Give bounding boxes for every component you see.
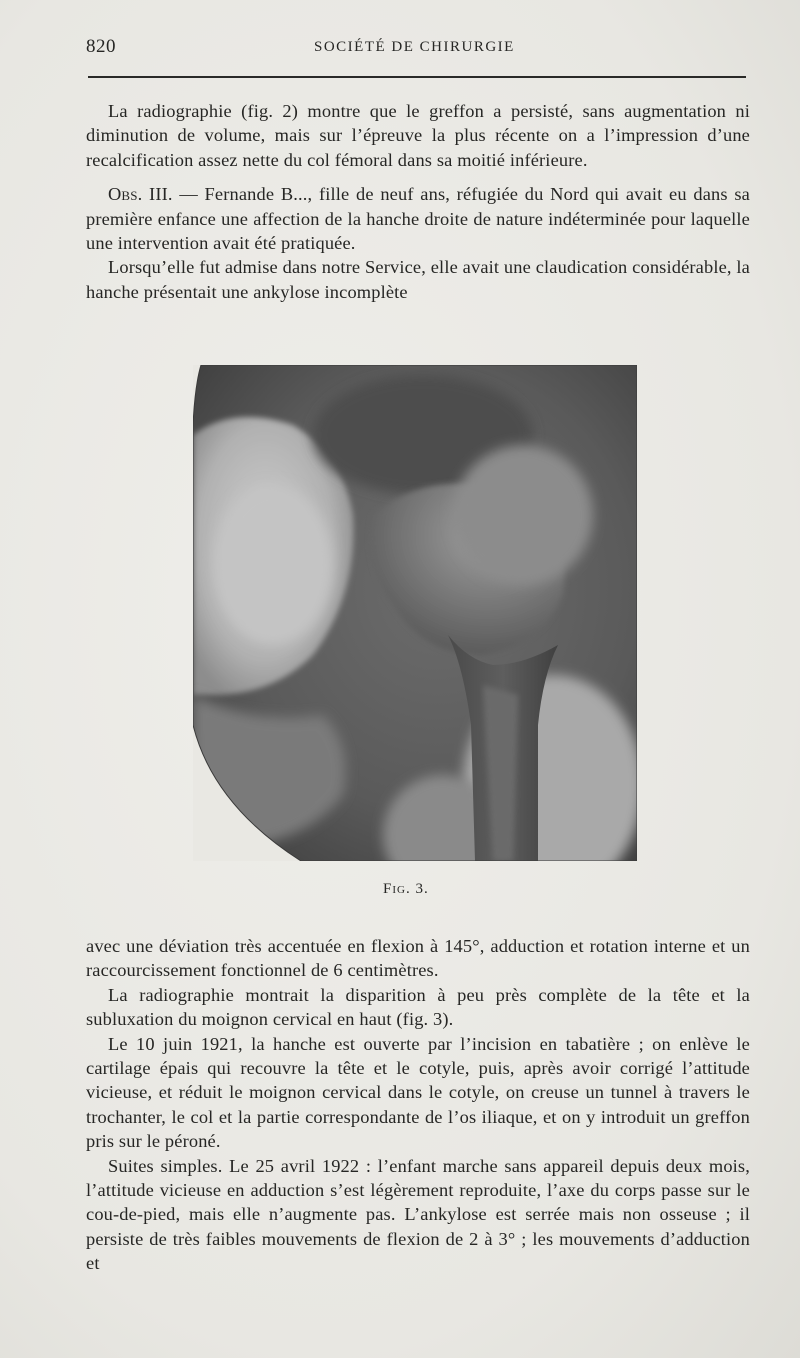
paragraph-obs-iii [86,182,750,255]
paragraph-operation: Le 10 juin 1921, la hanche est ouverte par l’incision en tabatière ; on enlève le cartilage épais qui recouvre la tête et le cotyle, puis, après avoir corrigé l’attitude vicieuse, et réduit le moignon cervical dans le cotyle, on creuse un tunnel à travers le trochanter, le col et la partie correspondante de l’os iliaque, et on y introduit un greffon pris sur le péroné. [86,1033,750,1152]
top-text-block [86,99,750,304]
paragraph-admission: Lorsqu’elle fut admise dans notre Service, elle avait une claudication considérable, la hanche présentait une ankylose incomplète [86,257,750,302]
header-rule [88,76,746,78]
page-header [86,36,746,62]
page-number: 820 [86,36,116,57]
obs-text: — Fernande B..., fille de neuf ans, réfugiée du Nord qui avait eu dans sa première enfance une affection de la hanche droite de nature indéterminée pour laquelle une intervention avait été pratiquée. [86,184,750,254]
radiograph-figure [193,365,637,861]
paragraph-deviation: avec une déviation très accentuée en flexion à 145°, adduction et rotation interne et un raccourcissement fonctionnel de 6 centimètres. [86,936,750,981]
paragraph-radiographie-fig2: La radiographie (fig. 2) montre que le greffon a persisté, sans augmentation ni diminution de volume, mais sur l’épreuve la plus récente on a l’impression d’une recalcification assez nette du col fémoral dans sa moitié inférieure. [86,101,750,170]
bottom-text-block [86,934,750,1276]
paragraph-radiographie-fig3: La radiographie montrait la disparition à peu près complète de la tête et la subluxation du moignon cervical en haut (fig. 3). [86,984,750,1030]
running-head: SOCIÉTÉ DE CHIRURGIE [314,39,515,55]
obs-label: Obs. III. [108,184,173,205]
figure-caption: Fig. 3. [383,881,429,897]
radiograph-image [193,365,637,861]
paragraph-suites: Suites simples. Le 25 avril 1922 : l’enfant marche sans appareil depuis deux mois, l’attitude vicieuse en adduction s’est légèrement reproduite, l’axe du corps passe sur le cou-de-pied, mais elle n’augmente pas. L’ankylose est serrée mais non osseuse ; il persiste de très faibles mouvements de flexion de 2 à 3° ; les mouvements d’adduction et [86,1155,750,1274]
